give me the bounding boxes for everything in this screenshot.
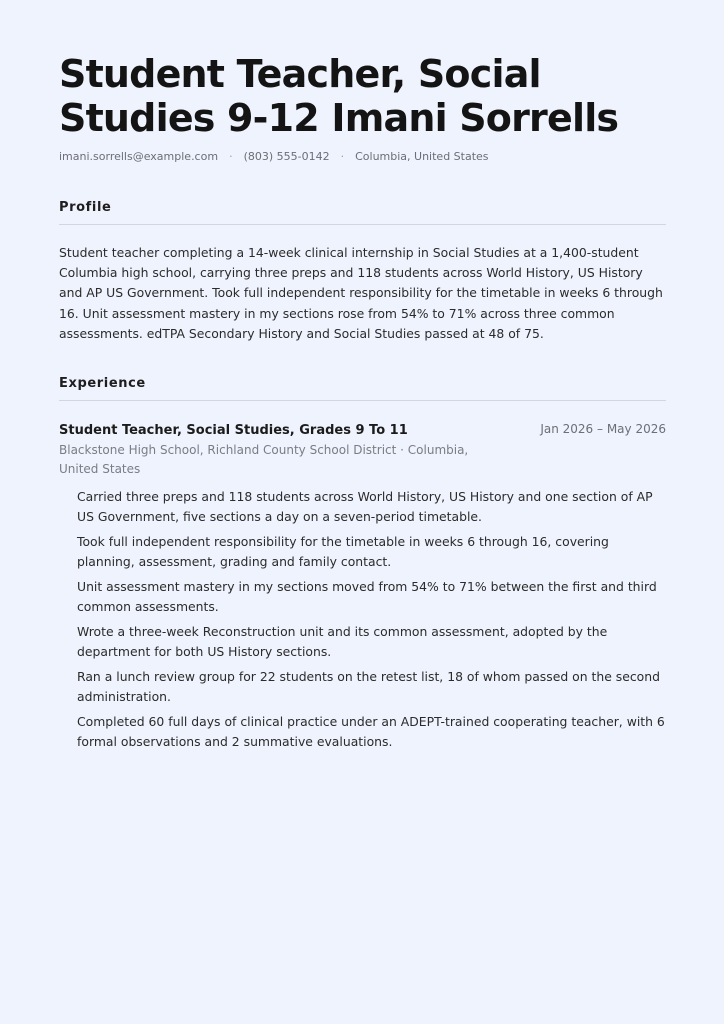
profile-summary: Student teacher completing a 14-week clinical internship in Social Studies at a 1,400-student Columbia high school, carrying three preps and 118 students across World History, US History and AP US Government. Took full independent responsibility for the timetable in weeks 6 through 16. Unit assessment mastery in my sections rose from 54% to 71% across three common assessments. edTPA Secondary History and Social Studies passed at 48 of 75.: [59, 245, 663, 341]
job-bullet: Unit assessment mastery in my sections moved from 54% to 71% between the first and third common assessments.: [77, 579, 657, 615]
contact-separator: ·: [340, 150, 345, 163]
section-title-profile: Profile: [59, 200, 112, 215]
location: Columbia, United States: [355, 150, 489, 163]
experience-section: [59, 376, 666, 752]
contact-separator: ·: [229, 150, 233, 163]
job-entry: [59, 419, 666, 752]
job-organization: Blackstone High School, Richland County School District · Columbia, United States: [59, 443, 469, 477]
section-divider: [59, 224, 666, 225]
job-header: [59, 419, 666, 439]
job-bullet: Wrote a three-week Reconstruction unit and its common assessment, adopted by the department for both US History sections.: [77, 624, 608, 660]
job-bullets: [59, 487, 666, 752]
job-dates: Jan 2026 – May 2026: [540, 422, 666, 437]
contact-line: [59, 150, 666, 164]
job-bullet: Ran a lunch review group for 22 students on the retest list, 18 of whom passed on the second administration.: [77, 669, 660, 705]
section-title-experience: Experience: [59, 376, 146, 392]
candidate-name: Student Teacher, Social Studies 9-12 Imani Sorrells: [59, 52, 619, 140]
job-bullet: Completed 60 full days of clinical practice under an ADEPT-trained cooperating teacher, with 6 formal observations and 2 summative evaluations.: [77, 714, 665, 750]
job-bullet: Took full independent responsibility for the timetable in weeks 6 through 16, covering planning, assessment, grading and family contact.: [77, 534, 609, 570]
profile-section: [59, 200, 666, 344]
resume-page: [59, 52, 666, 757]
email-link[interactable]: imani.sorrells@example.com: [59, 150, 219, 163]
job-title: Student Teacher, Social Studies, Grades 9 To 11: [59, 423, 408, 439]
phone-number: (803) 555-0142: [243, 150, 330, 163]
section-divider: [59, 400, 666, 401]
job-bullet: Carried three preps and 118 students across World History, US History and one section of AP US Government, five sections a day on a seven-period timetable.: [77, 489, 653, 525]
